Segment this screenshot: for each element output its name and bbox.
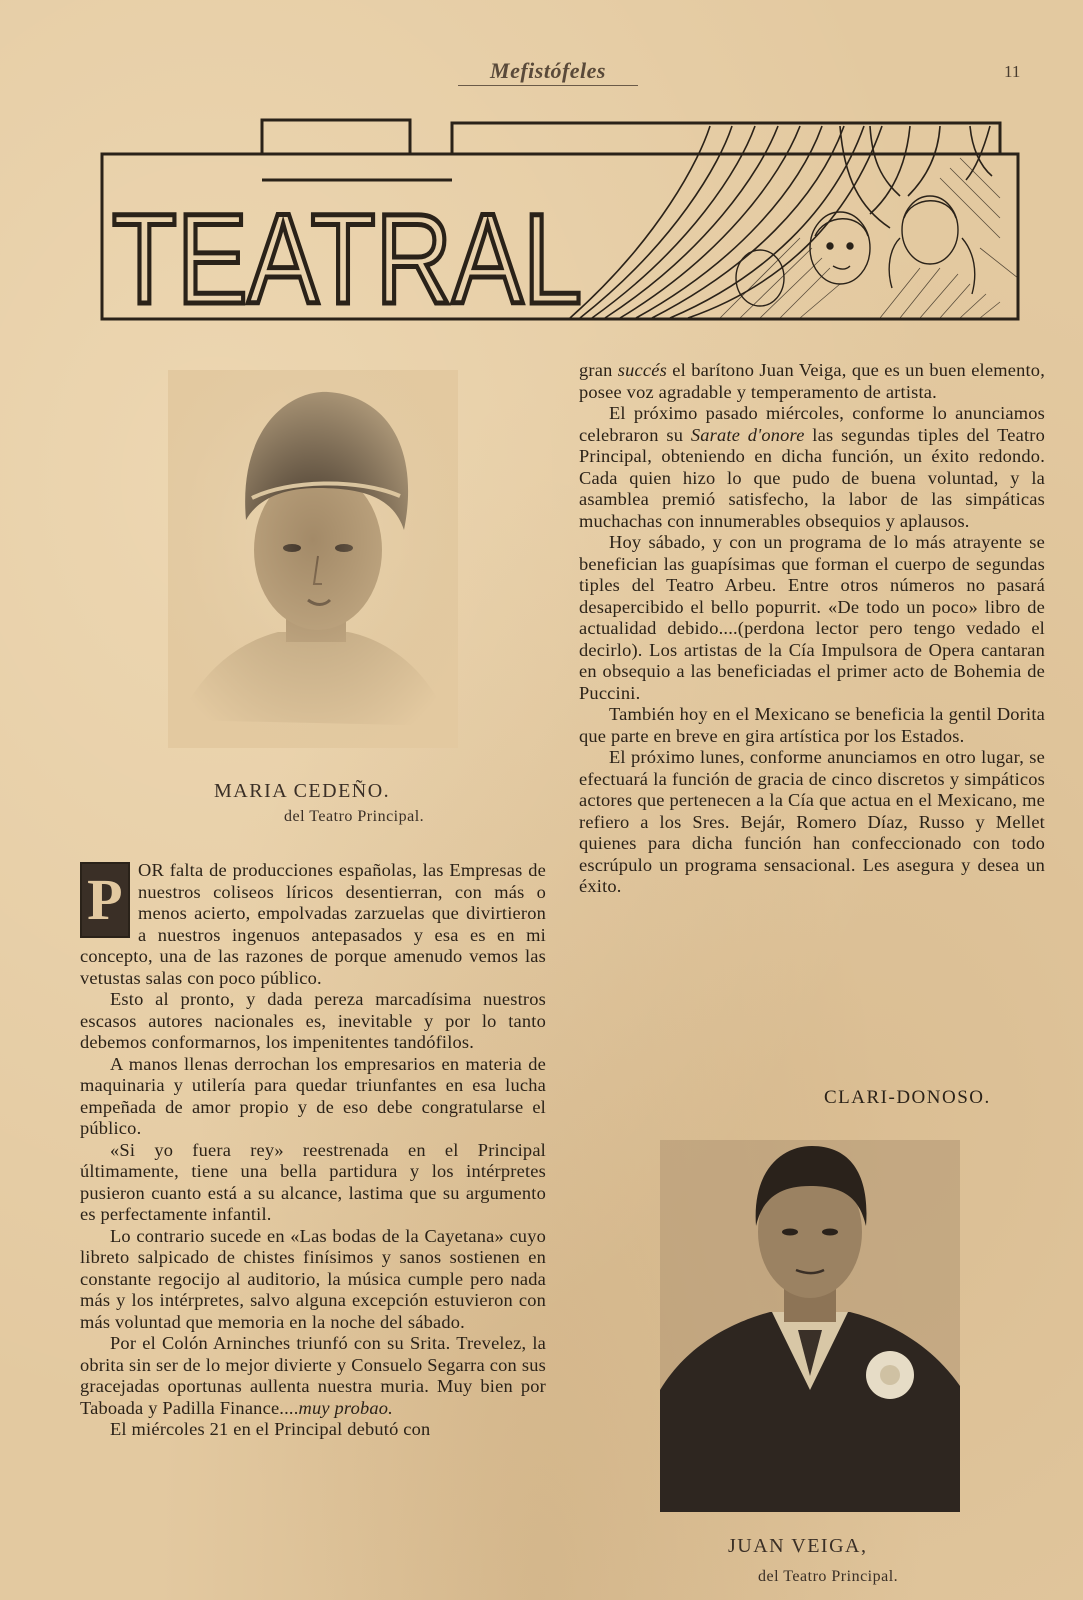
author-signature: CLARI-DONOSO. <box>824 1087 991 1108</box>
paragraph: «Si yo fuera rey» reestrenada en el Principal últimamente, tiene una bella partidura y los intérpretes pusieron cuanto está a su alcance, lastima que su argumento es perfectamente infantil. <box>80 1139 546 1224</box>
dropcap: P <box>80 862 130 938</box>
portrait-juan-veiga <box>660 1140 960 1512</box>
paragraph: El próximo lunes, conforme anunciamos en otro lugar, se efectuará la función de gracia de cinco discretos y simpáticos actores que pertenecen a la Cía que actua en el Mexicano, me refiero a los Sres. Bejár, Romero Díaz, Russo y Mellet quienes para dicha función han confeccionado con todo escrúpulo un programa sensacional. Les asegura y desea un éxito. <box>579 747 1045 896</box>
article-left-column <box>80 860 546 1441</box>
paragraph-text: Por el Colón Arninches triunfó con su Srita. Trevelez, la obrita sin ser de lo mejor divierte y Consuelo Segarra con sus gracejadas oportunas aullenta nuestra muria. Muy bien por Taboada y Padilla Finance.... <box>80 1333 546 1418</box>
paragraph: OR falta de producciones españolas, las Empresas de nuestros coliseos líricos desentierran, con más o menos acierto, empolvadas zarzuelas que divirtieron a nuestros ingenuos antepasados y esa es en mi concepto, una de las razones de porque amenudo vemos las vetustas salas con poco público. <box>80 860 546 988</box>
paragraph-text: gran <box>579 360 618 380</box>
caption-affiliation-juan: del Teatro Principal. <box>758 1568 899 1585</box>
paragraph-text: las segundas tiples del Teatro Principal, obteniendo en dicha función, un éxito redondo. Cada quien hizo lo que pudo de buena voluntad, y la asamblea premió satisfecho, la labor de las simpáticas muchachas con innumerables obsequios y aplausos. <box>579 424 1045 531</box>
magazine-name: Mefistófeles <box>458 58 638 86</box>
paragraph: A manos llenas derrochan los empresarios en materia de maquinaria y utilería para quedar triunfantes en esa lucha empeñada de amor propio y de eso debe congratularse el público. <box>80 1053 546 1138</box>
italic-phrase: succés <box>617 360 667 380</box>
paragraph-text: El próximo pasado miércoles, conforme lo anunciamos celebraron su <box>579 403 1045 445</box>
paragraph <box>579 403 1045 532</box>
paragraph: El miércoles 21 en el Principal debutó con <box>110 1419 431 1439</box>
portrait-maria-cedeno <box>168 370 458 748</box>
paragraph-text: el barítono Juan Veiga, que es un buen elemento, posee voz agradable y temperamento de artista. <box>579 360 1045 402</box>
teatral-banner <box>100 118 1022 323</box>
page-number: 11 <box>1004 62 1021 81</box>
banner-title: TEATRAL <box>112 188 582 323</box>
caption-affiliation-maria: del Teatro Principal. <box>284 808 425 825</box>
paragraph <box>579 360 1045 403</box>
italic-phrase: muy probao. <box>298 1397 393 1418</box>
paragraph: Lo contrario sucede en «Las bodas de la Cayetana» cuyo libreto salpicado de chistes finísimos y sanos sostienen en constante regocijo al auditorio, la música cumple pero nada más y los intérpretes, salvo alguna excepción estuvieron con más voluntad que memoria en la noche del sábado. <box>80 1225 546 1332</box>
paragraph: También hoy en el Mexicano se beneficia la gentil Dorita que parte en breve en gira artística por los Estados. <box>579 704 1045 746</box>
caption-name-juan: JUAN VEIGA, <box>728 1535 868 1557</box>
paragraph <box>80 1333 546 1419</box>
paragraph: Esto al pronto, y dada pereza marcadísima nuestros escasos autores nacionales es, inevitable y por lo tanto debemos conformarnos, los impenitentes tandófilos. <box>80 989 546 1052</box>
italic-phrase: Sarate d'onore <box>690 424 805 445</box>
paragraph: Hoy sábado, y con un programa de lo más atrayente se benefician las guapísimas que forman el cuerpo de segundas tiples del Teatro Arbeu. Entre otros números no pasará desapercibido el bello popurrit. «De todo un poco» libro de actualidad debido....(perdona lector pero tengo vedado el decirlo). Los artistas de la Cía Impulsora de Opera cantaran en obsequio a las beneficiadas el primer acto de Bohemia de Puccini. <box>579 532 1045 703</box>
caption-name-maria: MARIA CEDEÑO. <box>214 780 391 802</box>
article-right-column <box>579 360 1045 898</box>
